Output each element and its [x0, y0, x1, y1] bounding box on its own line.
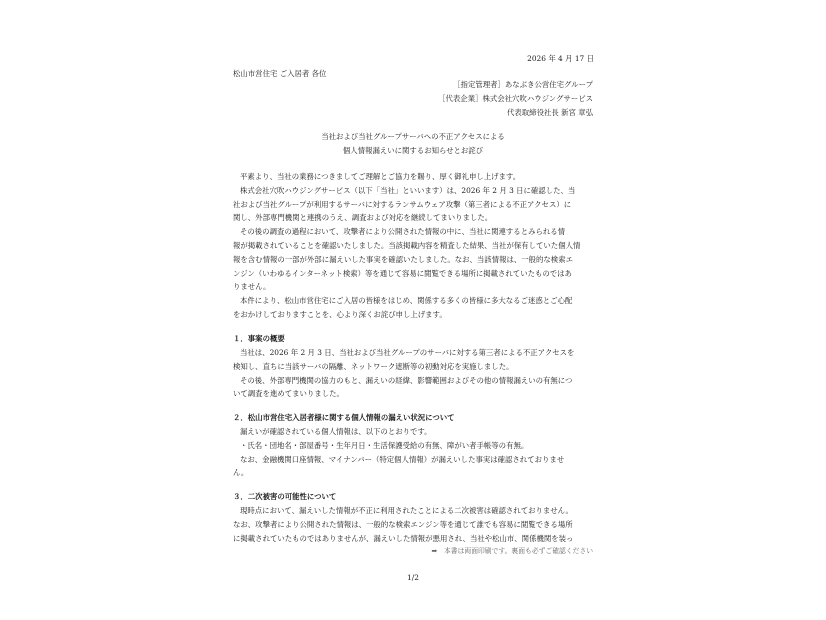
section-line: なお、攻撃者により公開された情報は、一般的な検索エンジン等を通じて誰でも容易に閲覧できる場所 [233, 520, 573, 529]
section-heading: ３．二次被害の可能性について [233, 492, 337, 501]
recipient: 松山市営住宅 ご入居者 各位 [233, 69, 327, 78]
section-heading: ２．松山市営住宅入居者様に関する個人情報の漏えい状況について [233, 413, 455, 422]
intro-line: ンジン（いわゆるインターネット検索）等を通じて容易に閲覧できる場所に掲載されていたものではあ [233, 269, 572, 278]
section-line: ん。 [233, 468, 249, 477]
intro-line: 関し、外部専門機関と連携のうえ、調査および対応を継続してまいりました。 [233, 213, 493, 222]
document-title-line2: 個人情報漏えいに関するお知らせとお詫び [342, 146, 484, 155]
section-line: に掲載されていたものではありませんが、漏えいした情報が悪用され、当社や松山市、関係機関を装っ [233, 534, 574, 543]
intro-line: 社および当社グループが利用するサーバに対するランサムウェア攻撃（第三者による不正アクセス）に [233, 200, 572, 209]
section-line: いて調査を進めてまいりました。 [233, 389, 344, 398]
section-line: 現時点において、漏えいした情報が不正に利用されたことによる二次被害は確認されておりません。 [240, 506, 573, 515]
section-line: 当社は、2026 年 2 月 3 日、当社および当社グループのサーバに対する第三者による不正アクセスを [240, 348, 575, 357]
sender-company: ［代表企業］株式会社穴吹ハウジングサービス [438, 94, 593, 103]
sender-representative: 代表取締役社長 新宮 章弘 [507, 108, 593, 117]
section-heading: １．事案の概要 [233, 334, 285, 343]
intro-line: りません。 [233, 282, 271, 291]
section-line: 漏えいが確認されている個人情報は、以下のとおりです。 [240, 427, 432, 436]
page-number: 1/2 [407, 573, 419, 582]
intro-line: 平素より、当社の業務につきましてご理解とご協力を賜り、厚く御礼申し上げます。 [240, 172, 521, 181]
document-title-line1: 当社および当社グループサーバへの不正アクセスによる [321, 132, 505, 141]
section-line: 検知し、直ちに当該サーバの隔離、ネットワーク遮断等の初動対応を実施しました。 [233, 362, 514, 371]
intro-line: 報を含む情報の一部が外部に漏えいした事実を確認いたしました。なお、当該情報は、一般的な検索エ [233, 255, 573, 264]
section-line: ・氏名・団地名・部屋番号・生年月日・生活保護受給の有無、障がい者手帳等の有無。 [240, 441, 529, 450]
intro-line: をおかけしておりますことを、心より深くお詫び申し上げます。 [233, 310, 447, 319]
document-date: 2026 年 4 月 17 日 [527, 54, 594, 63]
intro-line: 本件により、松山市営住宅にご入居の皆様をはじめ、関係する多くの皆様に多大なるご迷惑とご心配 [240, 296, 573, 305]
double-sided-note: ➡ 本書は両面印刷です。裏面も必ずご確認ください [431, 547, 593, 555]
section-line: その後、外部専門機関の協力のもと、漏えいの経緯、影響範囲およびその他の情報漏えいの有無につ [240, 376, 573, 385]
intro-line: 株式会社穴吹ハウジングサービス（以下「当社」といいます）は、2026 年 2 月 3 日に確認した、当 [240, 186, 576, 195]
section-line: なお、金融機関口座情報、マイナンバー（特定個人情報）が漏えいした事実は確認されておりませ [240, 455, 565, 464]
intro-line: その後の調査の過程において、攻撃者により公開された情報の中に、当社に関連するとみられる情 [240, 227, 566, 236]
sender-manager: ［指定管理者］あなぶき公営住宅グループ [453, 80, 593, 89]
intro-line: 報が掲載されていることを確認いたしました。当該掲載内容を精査した結果、当社が保有していた個人情 [233, 241, 581, 250]
